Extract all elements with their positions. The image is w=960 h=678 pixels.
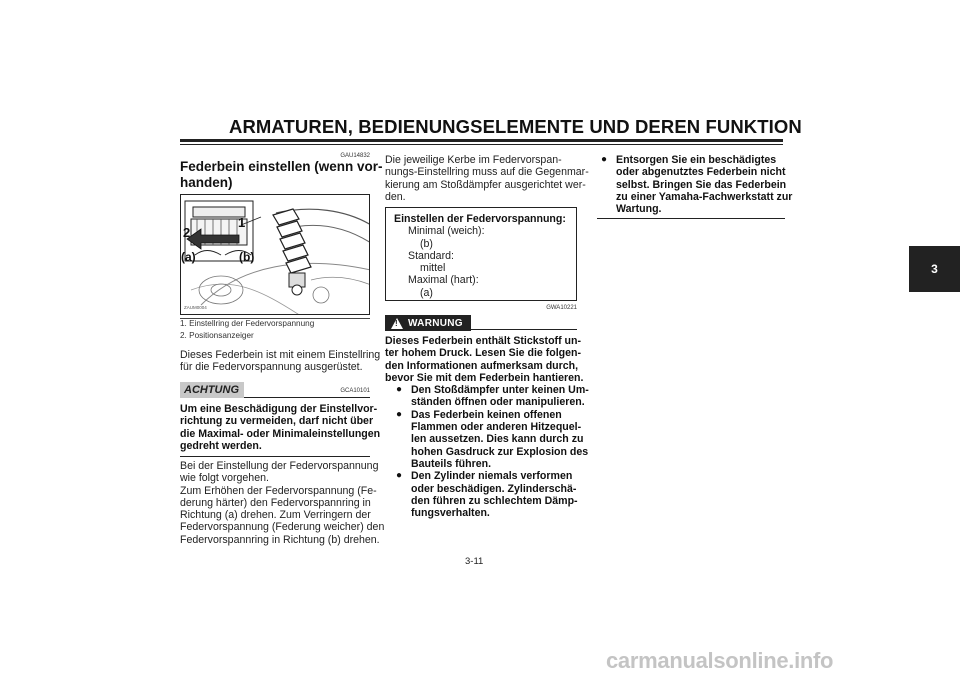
text-line: Den Zylinder niemals verformen [411,470,573,483]
callout-1: 1 [238,215,246,230]
adjustment-paragraph [180,460,385,546]
text-line: derung härter) den Federvorspannring in [180,496,371,509]
settings-row: mittel [420,262,446,275]
text-line: Richtung (a) drehen. Zum Verringern der [180,509,371,522]
bullet-icon: ● [396,470,403,482]
text-line: nungs-Einstellring muss auf die Gegenmar- [385,166,589,179]
warning-bullet [396,470,579,519]
text-line: len aussetzen. Dies kann durch zu [411,433,584,446]
settings-rows [394,225,568,299]
bullet-icon: ● [601,154,608,165]
text-line: Bauteils führen. [411,457,492,470]
text-line: kierung am Stoßdämpfer ausgerichtet wer- [385,178,586,191]
notch-paragraph [385,154,589,203]
header-rule-thin [180,144,783,145]
text-line: zu einer Yamaha-Fachwerkstatt zur [616,190,793,203]
settings-row: (a) [420,286,433,299]
chapter-tab: 3 [909,246,960,292]
settings-row: Maximal (hart): [408,274,479,287]
text-line: ter hohem Druck. Lesen Sie die folgen- [385,347,582,360]
caution-label: ACHTUNG [180,382,244,398]
callout-a: (a) [181,250,196,264]
section-heading [180,159,383,191]
caption-item: 2. Positionsanzeiger [180,331,254,340]
shock-absorber-illustration [180,194,370,315]
text-line: Die jeweilige Kerbe im Federvorspan- [385,154,562,166]
section-heading-line: Federbein einstellen (wenn vor- [180,159,383,174]
preload-settings-box [385,207,577,301]
text-line: Bei der Einstellung der Federvorspannung [180,460,379,472]
page-number: 3-11 [465,556,484,567]
caution-rule-top [244,397,370,398]
bullet-icon: ● [396,408,403,420]
text-line: Den Stoßdämpfer unter keinen Um- [411,384,589,397]
text-line: fungsverhalten. [411,507,490,520]
settings-row: Minimal (weich): [408,225,485,238]
text-line: Das Federbein keinen offenen [411,408,562,421]
illustration-drawing [181,195,370,315]
text-line: oder abgenutztes Federbein nicht [616,166,786,179]
warning-rule-top [471,329,577,330]
text-line: den. [385,190,406,203]
text-line: Federvorspannring in Richtung (b) drehen. [180,533,380,546]
callout-b: (b) [239,250,255,264]
watermark: carmanualsonline.info [606,648,834,673]
settings-row: (b) [420,237,433,250]
warning-code: GWA10221 [546,305,577,311]
section-heading-line: handen) [180,175,233,190]
text-line: für die Federvorspannung ausgerüstet. [180,361,363,374]
text-line: hohen Gasdruck zur Explosion des [411,445,589,458]
text-line: Dieses Federbein enthält Stickstoff un- [385,335,582,347]
text-line: Federvorspannung (Federung weicher) den [180,521,385,534]
text-line: ständen öffnen oder manipulieren. [411,396,585,409]
warning-triangle-icon: ! [391,318,403,329]
warning-label [385,315,471,331]
warning-text [385,335,589,520]
warning-rule-bottom [597,218,785,219]
text-line: bevor Sie mit dem Federbein hantieren. [385,371,584,384]
header-rule-thick [180,139,783,142]
text-line: Entsorgen Sie ein beschädigtes [616,154,777,166]
text-line: gedreht werden. [180,439,262,452]
text-line: den führen zu schlechtem Dämp- [411,494,578,507]
settings-title: Einstellen der Federvorspannung: [394,213,566,225]
text-line: Um eine Beschädigung der Einstellvor- [180,403,378,415]
warning-label-text: WARNUNG [408,317,463,329]
warning-bullet [396,384,589,409]
disposal-bullet [601,154,793,216]
disposal-note [597,154,793,216]
figure-captions [180,318,370,342]
intro-paragraph [180,349,381,374]
text-line: selbst. Bringen Sie das Federbein [616,178,787,191]
caption-item: 1. Einstellring der Federvorspannung [180,319,315,328]
bullet-icon: ● [396,384,403,396]
settings-row: Standard: [408,249,454,262]
page-header-title: ARMATUREN, BEDIENUNGSELEMENTE UND DEREN FUNKTION [229,116,802,137]
text-line: oder beschädigen. Zylinderschä- [411,482,577,495]
caution-text [180,403,381,452]
text-line: den Informationen aufmerksam durch, [385,359,579,372]
text-line: Dieses Federbein ist mit einem Einstellring [180,349,381,361]
text-line: richtung zu vermeiden, darf nicht über [180,415,374,428]
figure-code: ZAUM0004 [184,305,207,310]
text-line: Zum Erhöhen der Federvorspannung (Fe- [180,484,377,497]
text-line: wie folgt vorgehen. [180,472,269,485]
caution-code: GCA10101 [340,388,370,394]
callout-2: 2 [183,225,191,240]
text-line: die Maximal- oder Minimaleinstellungen [180,427,381,440]
text-line: Flammen oder anderen Hitzequel- [411,421,582,434]
warning-bullet [396,408,589,470]
text-line: Wartung. [616,203,662,216]
caution-rule-bottom [180,456,370,457]
section-code: GAU14832 [340,153,370,159]
